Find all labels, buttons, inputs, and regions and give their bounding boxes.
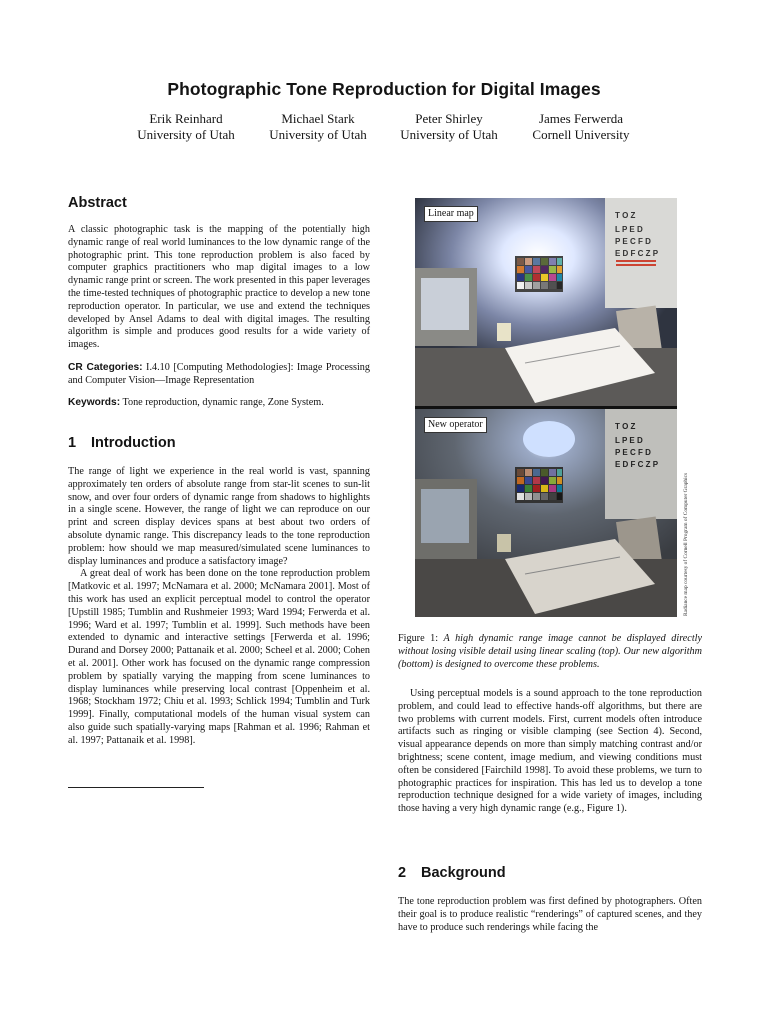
author-block <box>384 111 514 143</box>
author-block <box>516 111 646 143</box>
body-paragraph: Using perceptual models is a sound approach to the tone reproduction problem, and could lead to effective hands-off algorithms, but there are two problems with current models. First, current models often introduce artifacts such as ringing or visible clamping (see Section 4). Second, visual appearance depends on more than simply matching contrast and/or brightness; scene content, image medium, and viewing conditions must often be considered [Fairchild 1998]. To avoid these problems, we turn to photographic practices for inspiration. This has led us to develop a tone reproduction technique designed for a wide variety of images, including those having a very high dynamic range (e.g., Figure 1). <box>398 688 702 815</box>
svg-text:L P E D: L P E D <box>615 436 643 445</box>
paper-title: Photographic Tone Reproduction for Digital Images <box>167 79 601 99</box>
section-number: 1 <box>68 435 77 451</box>
abstract-text <box>68 224 370 352</box>
svg-text:P E C F D: P E C F D <box>615 237 651 246</box>
section-title: Background <box>421 865 506 881</box>
introduction-paragraph: A great deal of work has been done on the tone reproduction problem [Matkovic et al. 1997; McNamara et al. 2000; McNamara 2001]. Most of this work has used an explicit perceptual model to control the operator [Upstill 1985; Tumblin and Rushmeier 1993; Ward 1994; Ferwerda et al. 1996; Ward et al. 1997; Tumblin et al. 1999]. Such methods have been extended to dynamic and interactive settings [Ferwerda et al. 1996; Durand and Dorsey 2000; Pattanaik et al. 2000; Scheel et al. 2000; Cohen et al. 2001]. Other work has focused on the dynamic range compression problem by spatially varying the mapping from scene luminances to display luminances while preserving local contrast [Oppenheim et al. 1968; Stockham 1972; Chiu et al. 1993; Schlick 1994; Tumblin and Turk 1999]. Finally, computational models of the human visual system can also guide such spatially-varying maps [Rahman et al. 1996; Rahman et al. 1997; Pattanaik et al. 1998]. <box>68 568 370 746</box>
svg-text:E D F C Z P: E D F C Z P <box>615 249 659 258</box>
author-name: Peter Shirley <box>415 111 483 126</box>
figure-1 <box>415 198 677 617</box>
introduction-paragraph: The range of light we experience in the real world is vast, spanning approximately ten orders of absolute range from star-lit scenes to sun-lit snow, and over four orders of dynamic range from shadows to highlights in a single scene. However, the range of light we can reproduce on our print and screen display devices spans at best about two orders of absolute dynamic range. This discrepancy leads to the tone reproduction problem: how should we map measured/simulated scene luminances to display luminances and produce a satisfactory image? <box>68 466 370 567</box>
cr-categories-text: I.4.10 [Computing Methodologies]: Image Processing and Computer Vision—Image Representation <box>68 362 370 386</box>
footnote-rule <box>68 787 204 788</box>
abstract-paragraph: A classic photographic task is the mapping of the potentially high dynamic range of real world luminances to the low dynamic range of the photographic print. This tone reproduction problem is also faced by computer graphics practitioners who map digital images to a low dynamic range print or screen. The work presented in this paper leverages the time-tested techniques of photographic practice to develop a new tone reproduction operator. In particular, we use and extend the techniques developed by Ansel Adams to deal with digital images. The resulting algorithm is simple and produces good results for a wide variety of images. <box>68 224 370 351</box>
section-number: 2 <box>398 865 407 881</box>
new-operator-label: New operator <box>424 417 487 433</box>
figure-caption-prefix: Figure 1: <box>398 633 439 644</box>
right-column-text <box>398 688 702 816</box>
keywords-label: Keywords: <box>68 397 121 408</box>
section-title: Introduction <box>91 435 176 451</box>
background-paragraph: The tone reproduction problem was first defined by photographers. Often their goal is to produce realistic “renderings” of captured scenes, and they have to produce such renderings while facing the <box>398 896 702 933</box>
new-operator-scene <box>415 409 677 617</box>
keywords <box>68 397 370 410</box>
cr-categories <box>68 362 370 388</box>
introduction-heading <box>68 435 176 451</box>
author-affiliation: University of Utah <box>400 127 498 142</box>
svg-text:T O Z: T O Z <box>615 422 636 431</box>
svg-text:E D F C Z P: E D F C Z P <box>615 460 659 469</box>
svg-text:L P E D: L P E D <box>615 225 643 234</box>
abstract-heading: Abstract <box>68 195 127 211</box>
author-name: Erik Reinhard <box>149 111 223 126</box>
linear-map-photo <box>415 198 677 406</box>
new-operator-photo <box>415 409 677 617</box>
keywords-text: Tone reproduction, dynamic range, Zone System. <box>122 397 324 408</box>
figure-caption <box>398 633 702 671</box>
author-affiliation: University of Utah <box>137 127 235 142</box>
figure-credit: Radiance map courtesy of Cornell Program of Computer Graphics <box>683 472 689 616</box>
introduction-text <box>68 466 370 748</box>
figure-caption-text: A high dynamic range image cannot be displayed directly without losing visible detail using linear scaling (top). Our new algorithm (bottom) is designed to overcome these problems. <box>398 633 703 670</box>
linear-map-scene <box>415 198 677 406</box>
linear-map-label: Linear map <box>424 206 478 222</box>
author-affiliation: University of Utah <box>269 127 367 142</box>
cr-categories-label: CR Categories: <box>68 362 143 373</box>
author-affiliation: Cornell University <box>532 127 630 142</box>
author-name: Michael Stark <box>281 111 355 126</box>
author-block <box>253 111 383 143</box>
author-name: James Ferwerda <box>538 111 624 126</box>
svg-text:P E C F D: P E C F D <box>615 448 651 457</box>
svg-text:T O Z: T O Z <box>615 211 636 220</box>
author-block <box>121 111 251 143</box>
background-heading <box>398 865 506 881</box>
background-text <box>398 896 702 934</box>
